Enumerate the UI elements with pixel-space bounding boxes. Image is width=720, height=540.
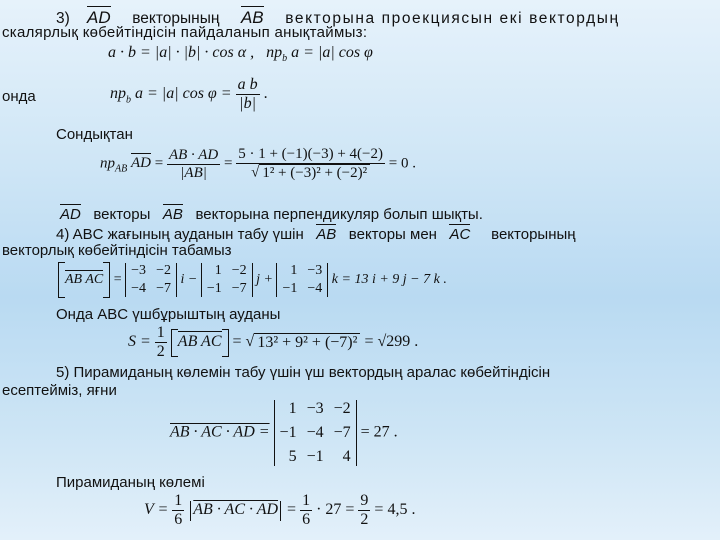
cross-lhs: AB AC (65, 272, 104, 288)
formula2-prefix: np (110, 85, 126, 103)
formula2-end: . (263, 85, 268, 103)
p4-vec-AC: AC (449, 226, 471, 243)
p3-line2: скалярлық көбейтіндісін пайдаланып анықтаймыз: (2, 24, 368, 41)
onda-label: онда (2, 88, 36, 105)
formula-volume: V = $\frac{1}{6}$ AB · AC · AD = $\frac{1}{6}$ · 27 = $\frac{9}{2}$ = 4,5 . (144, 492, 416, 528)
formula2-mid: a = |a| cos φ = (135, 85, 232, 103)
formula3-den2: √ 1² + (−3)² + (−2)² (236, 164, 385, 182)
cross-det3: 1 −3 −1 −4 (276, 263, 328, 297)
p4-line1 (56, 224, 576, 243)
formula2-den: |b| (239, 95, 256, 112)
mixed-det: 1 −3 −2 −1 −4 −7 5 −1 4 (274, 400, 357, 466)
area-lhs: S = (128, 333, 151, 351)
formula-area: S = $\frac{1}{2}$ AB AC = √ 13² + 9² + (−7)² = √299 . (128, 324, 419, 360)
formula-projection: $np_b$ a = |a| cos φ = $\frac{\text{a b}}{|b|}$ . (110, 76, 268, 112)
formula3-eq: = (154, 155, 164, 172)
formula-cross-product: AB AC = −3 −2 −4 −7 i − 1 −2 −1 −7 j + 1 −3 −1 −4 k = 13 i + 9 j − 7 k . (58, 262, 447, 298)
formula-mixed-product (170, 400, 398, 466)
formula-projection-result: $np_{AB}$ AD = $\frac{AB \cdot AD}{|AB|}$ = $\frac{5 \cdot 1 + (-1)(-3) + 4(-2)}{\text{√ 1² + (−3)² + (−2)²}}$ = 0 . (100, 146, 416, 181)
p4-vec-AB: AB (316, 226, 337, 243)
area-result: = √299 . (364, 333, 419, 351)
formula3-den2-radicand: 1² + (−3)² + (−2)² (259, 164, 370, 182)
area-label: Онда ABC үшбұрыштың ауданы (56, 306, 281, 323)
formula1-proj: np (266, 44, 283, 61)
p4-mid: векторы мен (348, 226, 437, 243)
formula3-den1: |AB| (180, 164, 207, 181)
formula3-frac1 (167, 147, 220, 182)
volume-abs: AB · AC · AD (193, 501, 279, 519)
p4-end: векторының (491, 226, 576, 243)
formula3-frac2 (236, 146, 385, 182)
p5-line2: есептейміз, яғни (2, 382, 117, 399)
p3-number: 3) (56, 10, 70, 27)
perp-line (60, 204, 483, 223)
p4-text: 4) ABC жағының ауданын табу үшін (56, 226, 304, 243)
formula3-lhs-vec: AD (130, 155, 151, 172)
perp-vec-AD: AD (60, 206, 81, 223)
p5-line1: 5) Пирамиданың көлемін табу үшін үш вектордың аралас көбейтіндісін (56, 364, 551, 381)
cross-j: j + (256, 272, 273, 288)
mixed-result: = 27 . (360, 423, 398, 441)
formula3-num2: 5 · 1 + (−1)(−3) + 4(−2) (238, 146, 383, 162)
perp-text1: векторы (93, 206, 151, 223)
formula1-lhs: a · b = |a| · |b| · cos α , (108, 44, 255, 61)
vec-AD: AD (87, 8, 111, 27)
perp-vec-AB: AB (162, 206, 183, 223)
cross-result: k = 13 i + 9 j − 7 k . (331, 272, 447, 288)
formula3-num1: AB · AD (168, 146, 219, 163)
area-vec: AB AC (177, 333, 222, 351)
cross-det2: 1 −2 −1 −7 (201, 263, 253, 297)
cross-i: i − (180, 272, 198, 288)
volume-lhs: V = (144, 501, 169, 519)
volume-label: Пирамиданың көлемі (56, 474, 205, 491)
perp-text2: векторына перпендикуляр болып шықты. (195, 206, 483, 223)
cross-det1: −3 −2 −4 −7 (125, 263, 177, 297)
sondyktan-label: Сондықтан (56, 126, 133, 143)
vec-AB: AB (240, 8, 264, 27)
area-half: $\frac{1}{2}$ (156, 324, 165, 360)
formula3-lhs: np (100, 155, 115, 172)
volume-result: = 4,5 . (374, 501, 416, 519)
formula1-rhs: a = |a| cos φ (291, 44, 373, 61)
formula-scalar-product: a · b = |a| · |b| · cos α , $np_b$ a = |a| cos φ (108, 44, 373, 65)
p4-line2: векторлық көбейтіндісін табамыз (2, 242, 232, 259)
mixed-lhs: AB · AC · AD = (170, 423, 270, 441)
formula3-result: = 0 . (388, 155, 416, 172)
formula2-fraction (236, 76, 260, 113)
area-radicand: 13² + 9² + (−7)² (254, 333, 360, 352)
p3-text2: векторына проекциясын екі вектордың (285, 10, 620, 27)
formula2-num: a b (237, 76, 258, 93)
p3-text1: векторының (132, 10, 220, 27)
